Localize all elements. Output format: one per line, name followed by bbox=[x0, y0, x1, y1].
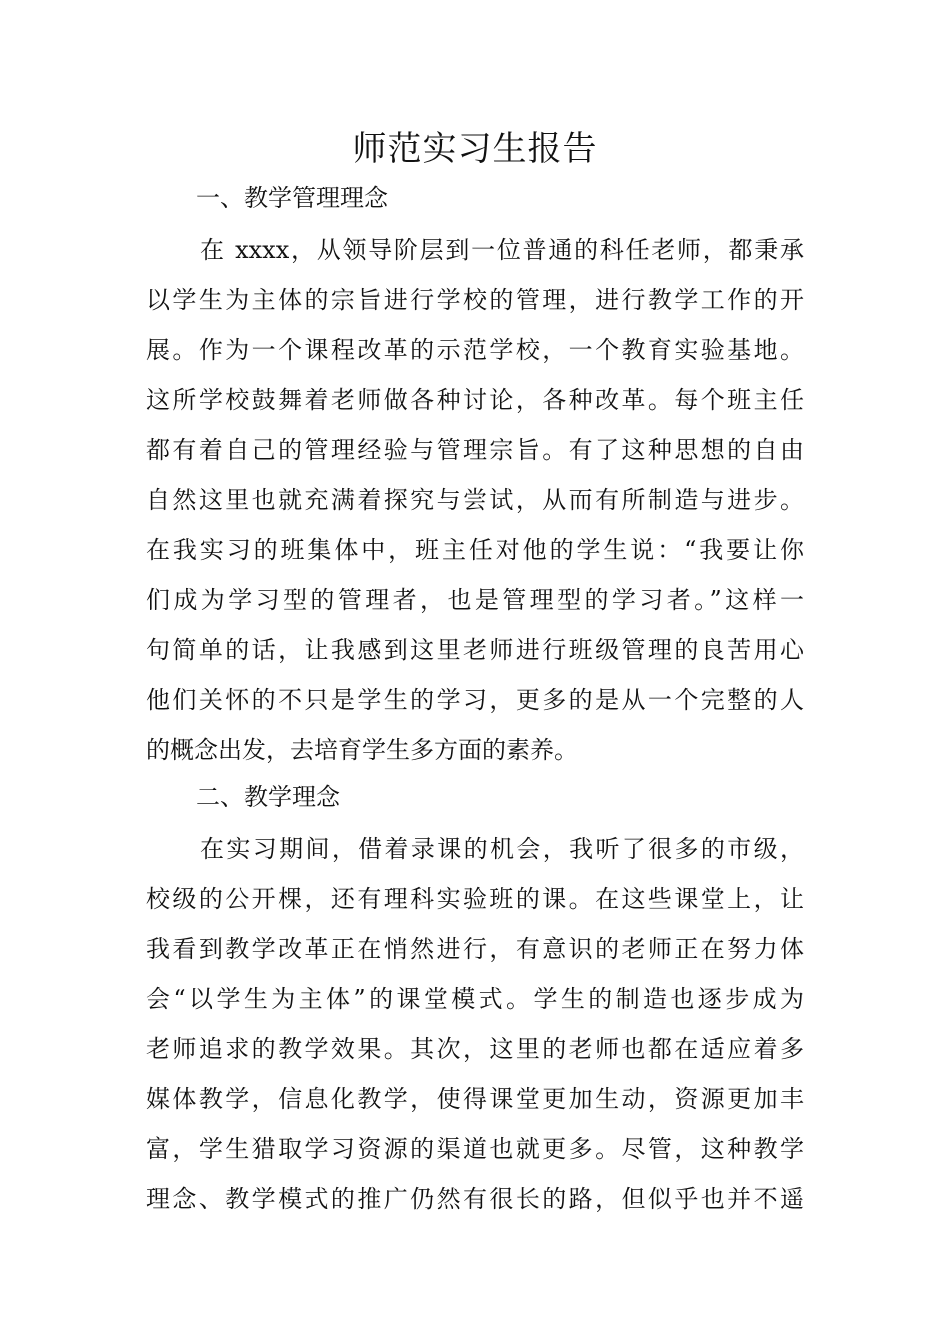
paragraph-line: 这所学校鼓舞着老师做各种讨论，各种改革。每个班主任 bbox=[146, 386, 804, 414]
paragraph-line: 自然这里也就充满着探究与尝试，从而有所制造与进步。 bbox=[146, 486, 804, 514]
paragraph-line: 句简单的话，让我感到这里老师进行班级管理的良苦用心 bbox=[146, 636, 804, 664]
section-heading-2: 二、教学理念 bbox=[196, 783, 340, 811]
paragraph-line: 他们关怀的不只是学生的学习，更多的是从一个完整的人 bbox=[146, 686, 804, 714]
section-2-paragraph bbox=[146, 824, 804, 1224]
paragraph-line: 在我实习的班集体中，班主任对他的学生说：“我要让你 bbox=[146, 536, 804, 564]
document-title: 师范实习生报告 bbox=[352, 129, 598, 169]
paragraph-line: 在实习期间，借着录课的机会，我听了很多的市级， bbox=[200, 835, 804, 863]
section-1-paragraph bbox=[146, 225, 804, 775]
paragraph-line: 展。作为一个课程改革的示范学校，一个教育实验基地。 bbox=[146, 336, 804, 364]
paragraph-line: 我看到教学改革正在悄然进行，有意识的老师正在努力体 bbox=[146, 935, 804, 963]
section-heading-1: 一、教学管理理念 bbox=[196, 184, 388, 212]
paragraph-line: 在 xxxx，从领导阶层到一位普通的科任老师，都秉承 bbox=[200, 236, 804, 264]
paragraph-line: 富，学生猎取学习资源的渠道也就更多。尽管，这种教学 bbox=[146, 1135, 804, 1163]
paragraph-line: 校级的公开棵，还有理科实验班的课。在这些课堂上，让 bbox=[146, 885, 804, 913]
paragraph-line: 们成为学习型的管理者，也是管理型的学习者。”这样一 bbox=[146, 586, 804, 614]
paragraph-line: 的概念出发，去培育学生多方面的素养。 bbox=[146, 736, 578, 764]
paragraph-line: 会“以学生为主体”的课堂模式。学生的制造也逐步成为 bbox=[146, 985, 804, 1013]
paragraph-line: 媒体教学，信息化教学，使得课堂更加生动，资源更加丰 bbox=[146, 1085, 804, 1113]
paragraph-line: 老师追求的教学效果。其次，这里的老师也都在适应着多 bbox=[146, 1035, 804, 1063]
paragraph-line: 以学生为主体的宗旨进行学校的管理，进行教学工作的开 bbox=[146, 286, 804, 314]
paragraph-line: 都有着自己的管理经验与管理宗旨。有了这种思想的自由 bbox=[146, 436, 804, 464]
paragraph-line: 理念、教学模式的推广仍然有很长的路，但似乎也并不遥 bbox=[146, 1185, 804, 1213]
